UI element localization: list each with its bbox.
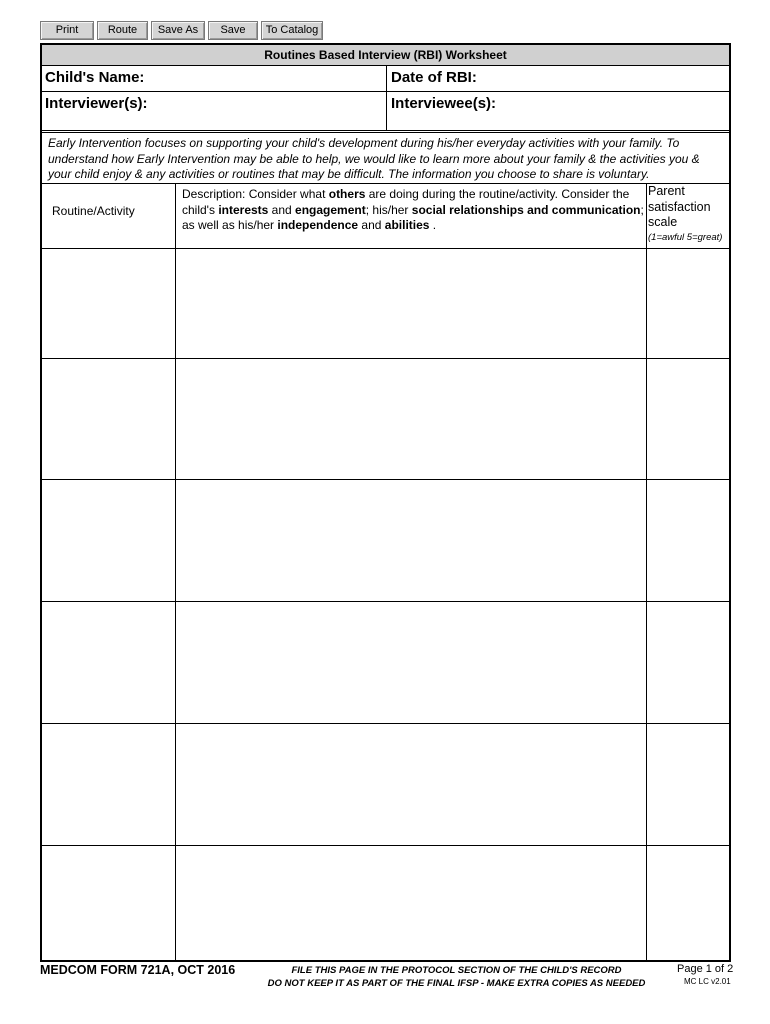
satisfaction-scale-label: Parent satisfaction scale bbox=[648, 184, 711, 229]
routine-input-6[interactable] bbox=[42, 846, 176, 960]
date-of-rbi-label: Date of RBI: bbox=[391, 69, 477, 86]
description-input-4[interactable] bbox=[176, 602, 647, 723]
interviewees-field[interactable] bbox=[387, 92, 729, 130]
route-button[interactable]: Route bbox=[97, 21, 148, 40]
routine-input-2[interactable] bbox=[42, 359, 176, 479]
satisfaction-scale-note: (1=awful 5=great) bbox=[648, 231, 723, 243]
form-toolbar bbox=[40, 21, 323, 40]
routine-column-header: Routine/Activity bbox=[42, 184, 176, 248]
rbi-worksheet-form bbox=[40, 43, 731, 962]
page-number: Page 1 of 2 bbox=[677, 963, 734, 975]
filing-instructions bbox=[250, 964, 663, 990]
interviewers-label: Interviewer(s): bbox=[45, 95, 148, 112]
filing-instruction-line-1: FILE THIS PAGE IN THE PROTOCOL SECTION OF THE CHILD'S RECORD bbox=[291, 965, 622, 976]
filing-instruction-line-2: DO NOT KEEP IT AS PART OF THE FINAL IFSP - MAKE EXTRA COPIES AS NEEDED bbox=[267, 978, 646, 989]
print-button[interactable]: Print bbox=[40, 21, 94, 40]
description-input-1[interactable] bbox=[176, 249, 647, 358]
satisfaction-input-4[interactable] bbox=[647, 602, 729, 723]
header-row-child bbox=[42, 66, 729, 92]
version-label: MC LC v2.01 bbox=[684, 977, 731, 986]
save-button[interactable]: Save bbox=[208, 21, 258, 40]
description-column-header: Description: Consider what others are doing during the routine/activity. Consider the child's interests and engagement; his/her social relationships and communication; as well as his/her independence and abilities . bbox=[176, 184, 647, 248]
routine-entry-row-1 bbox=[42, 249, 729, 359]
description-input-5[interactable] bbox=[176, 724, 647, 845]
interviewees-label: Interviewee(s): bbox=[391, 95, 497, 112]
satisfaction-input-1[interactable] bbox=[647, 249, 729, 358]
satisfaction-input-6[interactable] bbox=[647, 846, 729, 960]
interviewers-field[interactable] bbox=[42, 92, 387, 130]
routine-entry-row-4 bbox=[42, 602, 729, 724]
satisfaction-column-header bbox=[647, 184, 729, 248]
description-input-2[interactable] bbox=[176, 359, 647, 479]
childs-name-field[interactable] bbox=[42, 66, 387, 91]
description-input-3[interactable] bbox=[176, 480, 647, 601]
save-as-button[interactable]: Save As bbox=[151, 21, 205, 40]
column-header-row bbox=[42, 184, 729, 249]
form-title: Routines Based Interview (RBI) Worksheet bbox=[42, 45, 729, 66]
routine-input-1[interactable] bbox=[42, 249, 176, 358]
satisfaction-input-2[interactable] bbox=[647, 359, 729, 479]
intro-paragraph: Early Intervention focuses on supporting your child's development during his/her everyday activities with your family. To understand how Early Intervention may be able to help, we would like to learn more about your family & the activities you & your child enjoy & any activities or routines that may be difficult. The information you choose to share is voluntary. bbox=[42, 132, 729, 184]
routine-entry-row-5 bbox=[42, 724, 729, 846]
routine-input-3[interactable] bbox=[42, 480, 176, 601]
routine-input-4[interactable] bbox=[42, 602, 176, 723]
routine-entry-row-3 bbox=[42, 480, 729, 602]
satisfaction-input-3[interactable] bbox=[647, 480, 729, 601]
routine-input-5[interactable] bbox=[42, 724, 176, 845]
routine-entry-row-6 bbox=[42, 846, 729, 960]
date-of-rbi-field[interactable] bbox=[387, 66, 729, 91]
childs-name-label: Child's Name: bbox=[45, 69, 145, 86]
description-input-6[interactable] bbox=[176, 846, 647, 960]
form-number: MEDCOM FORM 721A, OCT 2016 bbox=[40, 963, 236, 977]
satisfaction-input-5[interactable] bbox=[647, 724, 729, 845]
to-catalog-button[interactable]: To Catalog bbox=[261, 21, 323, 40]
header-row-interview bbox=[42, 92, 729, 131]
routine-entry-row-2 bbox=[42, 359, 729, 480]
